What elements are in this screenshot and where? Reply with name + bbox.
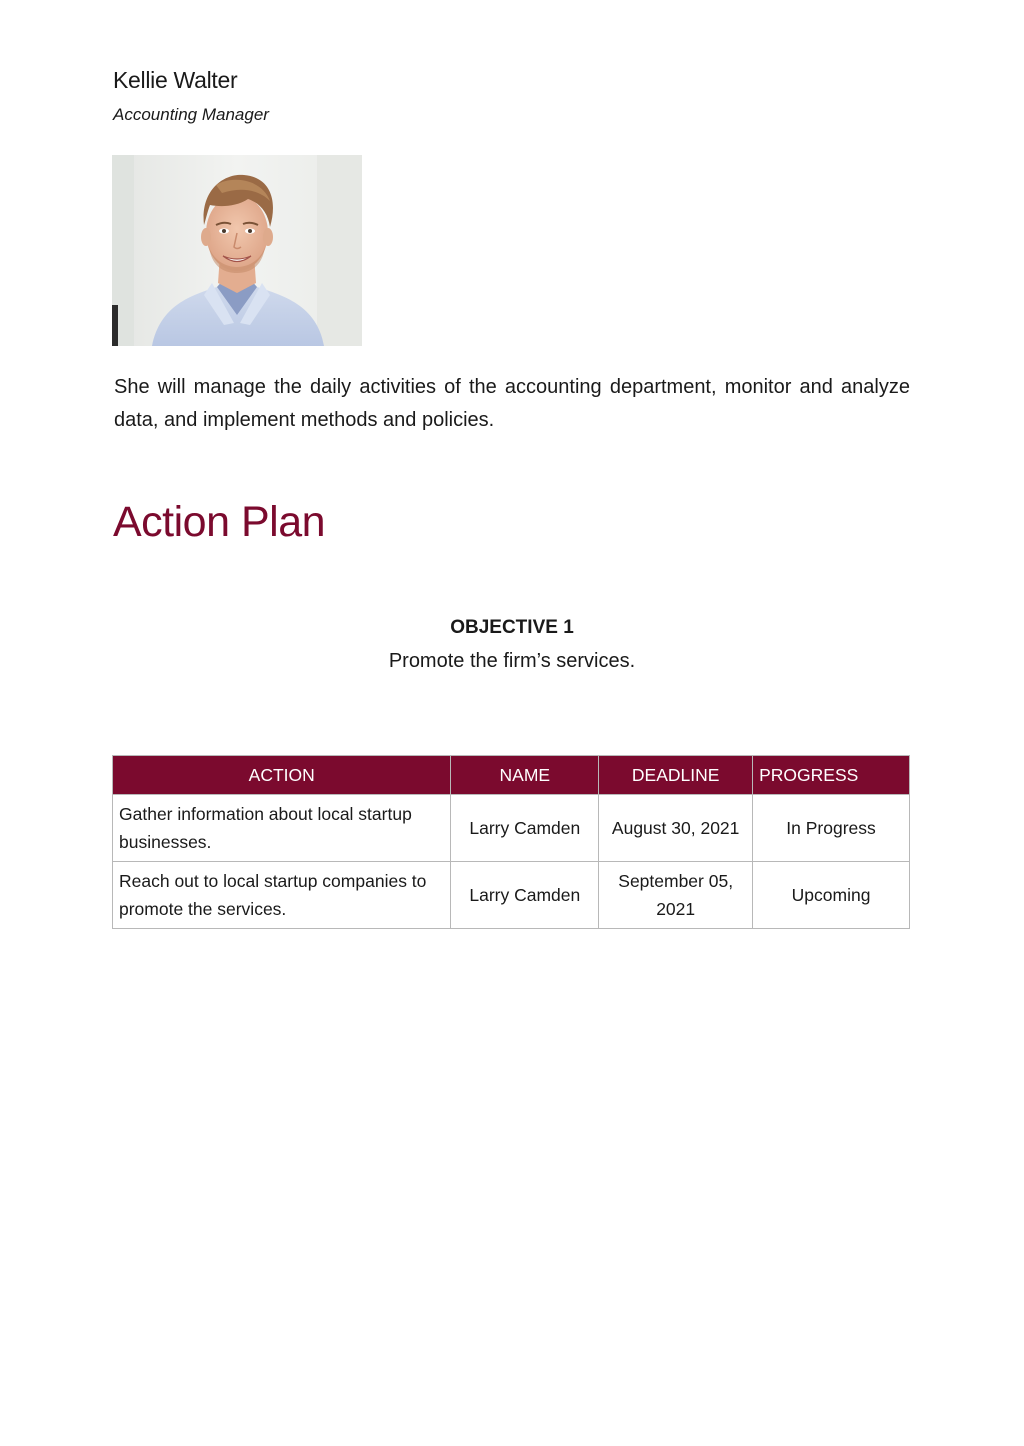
objective-label: OBJECTIVE 1 <box>450 617 574 638</box>
table-row <box>113 795 910 862</box>
action-plan-table <box>112 755 910 929</box>
deadline-cell: September 05, 2021 <box>599 862 753 929</box>
header-name: NAME <box>451 756 599 795</box>
person-name: Kellie Walter <box>113 67 238 93</box>
objective-text: Promote the firm’s services. <box>388 650 636 672</box>
action-cell: Gather information about local startup businesses. <box>113 795 451 862</box>
section-title: Action Plan <box>113 498 326 546</box>
profile-photo <box>112 155 362 346</box>
deadline-cell: August 30, 2021 <box>599 795 753 862</box>
progress-cell: In Progress <box>753 795 910 862</box>
header-progress: PROGRESS <box>753 756 910 795</box>
header-action: ACTION <box>113 756 451 795</box>
progress-cell: Upcoming <box>753 862 910 929</box>
table-header-row <box>113 756 910 795</box>
name-cell: Larry Camden <box>451 795 599 862</box>
table-row <box>113 862 910 929</box>
header-deadline: DEADLINE <box>599 756 753 795</box>
action-cell: Reach out to local startup companies to promote the services. <box>113 862 451 929</box>
name-cell: Larry Camden <box>451 862 599 929</box>
profile-description: She will manage the daily activities of the accounting department, monitor and analyze data, and implement methods and policies. <box>114 376 910 431</box>
person-role: Accounting Manager <box>113 105 269 124</box>
